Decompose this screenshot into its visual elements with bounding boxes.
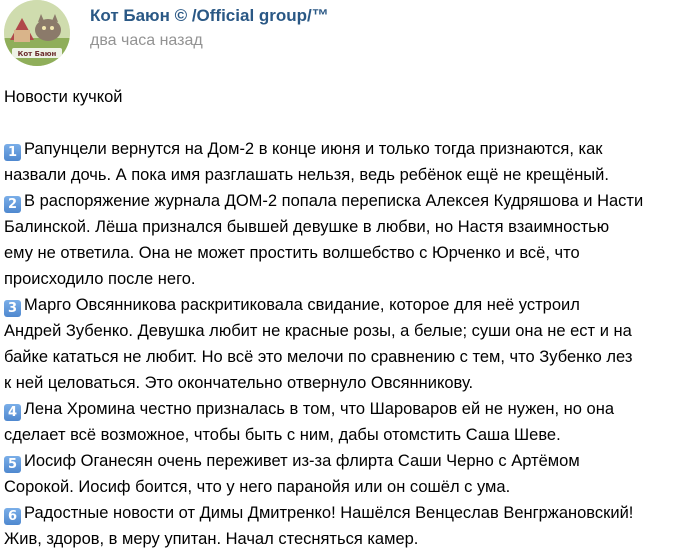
news-line: ему не ответила. Она не может простить волшебство с Юрченко и всё, что [4,244,580,262]
keycap-4-icon: 4 [4,404,21,421]
post-text [4,84,694,552]
news-line: 6 Радостные новости от Димы Дмитренко! Нашёлся Венцеслав Венгржановский! [4,500,694,526]
keycap-2-icon: 2 [4,196,21,213]
post-author-link[interactable]: Кот Баюн © /Official group/™ [90,6,329,25]
news-item-1 [4,136,694,188]
keycap-3-icon: 3 [4,300,21,317]
group-avatar[interactable] [4,0,70,66]
post-title: Новости кучкой [4,88,123,106]
keycap-1-icon: 1 [4,144,21,161]
news-line: 2 В распоряжение журнала ДОМ-2 попала переписка Алексея Кудряшова и Насти [4,188,694,214]
news-line: к ней целоваться. Это окончательно отвернуло Овсянникову. [4,374,474,392]
news-line: назвали дочь. А пока имя разглашать нельзя, ведь ребёнок ещё не крещёный. [4,166,609,184]
avatar-logo-text: Кот Баюн [17,50,57,58]
news-line: 4 Лена Хромина честно призналась в том, что Шароваров ей не нужен, но она [4,396,694,422]
keycap-6-icon: 6 [4,508,21,525]
keycap-5-icon: 5 [4,456,21,473]
avatar-image [4,0,70,66]
news-item-5 [4,448,694,500]
news-line: Сорокой. Иосиф боится, что у него паранойя или он сошёл с ума. [4,478,511,496]
news-line: 5 Иосиф Оганесян очень переживет из-за флирта Саши Черно с Артёмом [4,448,694,474]
news-item-3 [4,292,694,396]
news-line: происходило после него. [4,270,196,288]
news-item-2 [4,188,694,292]
post-header [0,0,699,70]
news-line: сделает всё возможное, чтобы быть с ним, дабы отомстить Саша Шеве. [4,426,561,444]
news-line: Жив, здоров, в меру упитан. Начал стесняться камер. [4,530,419,548]
news-line: 3 Марго Овсянникова раскритиковала свидание, которое для неё устроил [4,292,694,318]
news-line: Балинской. Лёша признался бывшей девушке в любви, но Настя взаимностью [4,218,610,236]
news-item-4 [4,396,694,448]
news-line: 1 Рапунцели вернутся на Дом-2 в конце июня и только тогда признаются, как [4,136,694,162]
news-item-6 [4,500,694,552]
paragraph-gap [4,110,694,136]
post-timestamp[interactable]: два часа назад [90,32,203,49]
news-line: байке кататься не любит. Но всё это мелочи по сравнению с тем, что Зубенко лез [4,348,633,366]
news-line: Андрей Зубенко. Девушка любит не красные розы, а белые; суши она не ест и на [4,322,632,340]
